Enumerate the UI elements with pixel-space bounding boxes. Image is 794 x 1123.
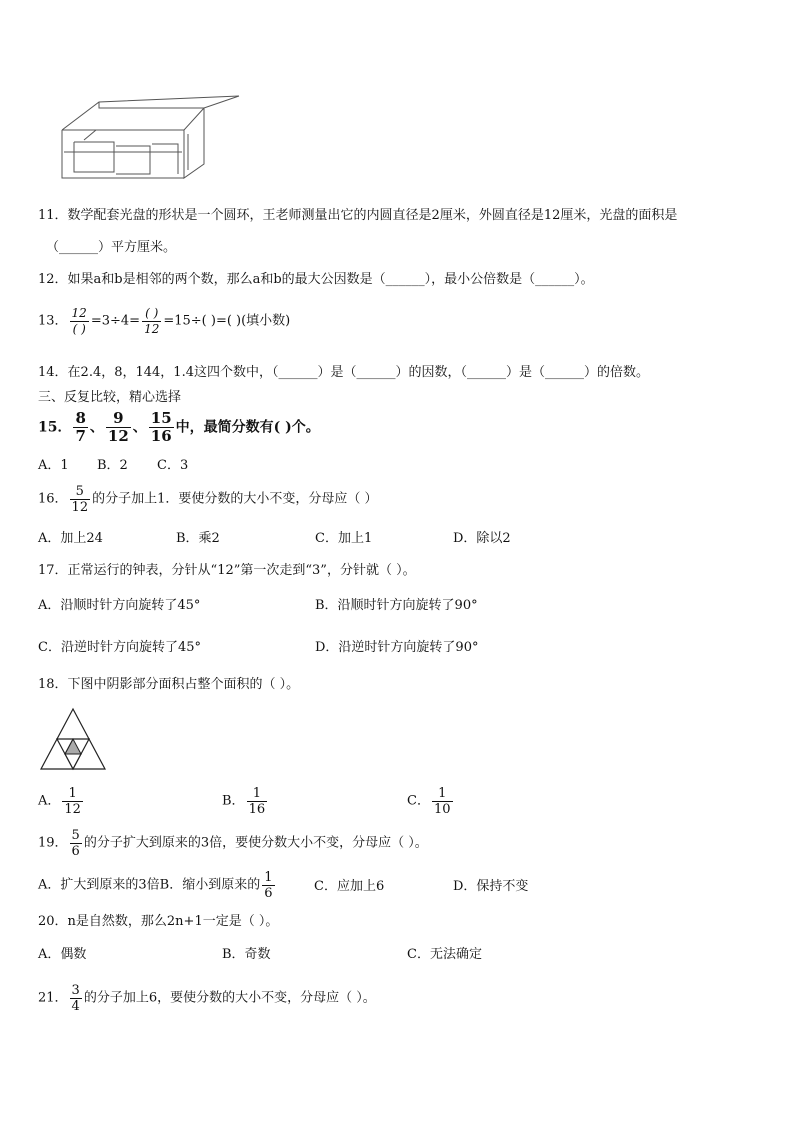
numerator: 12 bbox=[71, 306, 87, 320]
q18-text: 18．下图中阴影部分面积占整个面积的（ ）。 bbox=[38, 677, 300, 692]
q17-option-a[interactable]: A．沿顺时针方向旋转了45° bbox=[38, 598, 201, 613]
denominator: 12 bbox=[64, 802, 81, 817]
numerator: 3 bbox=[71, 983, 80, 998]
q19-tail: 的分子扩大到原来的3倍，要使分数大小不变，分母应（ ）。 bbox=[83, 835, 428, 851]
q14-text: 14．在2.4，8，144，1.4这四个数中，（______）是（______）的因数，（______）是（______）的倍数。 bbox=[38, 365, 649, 380]
denominator: 6 bbox=[71, 844, 80, 859]
q20-option-b[interactable]: B．奇数 bbox=[222, 947, 271, 962]
q18-option-a[interactable] bbox=[38, 786, 85, 817]
q19-option-d[interactable]: D．保持不变 bbox=[453, 879, 529, 894]
q15-option-c[interactable]: C．3 bbox=[157, 458, 189, 473]
q16-tail: 的分子加上1．要使分数的大小不变，分母应（ ） bbox=[92, 491, 378, 507]
nested-triangles-figure bbox=[38, 706, 108, 772]
q19-fraction bbox=[70, 828, 82, 859]
separator: 、 bbox=[132, 419, 147, 436]
numerator: 1 bbox=[62, 786, 83, 802]
q13-fraction-2 bbox=[142, 306, 161, 337]
q21-tail: 的分子加上6，要使分数的大小不变，分母应（ ）。 bbox=[83, 990, 376, 1006]
q15-fraction-3 bbox=[149, 410, 174, 445]
q20-text: 20．n是自然数，那么2n+1一定是（ ）。 bbox=[38, 914, 279, 929]
q16-option-d[interactable]: D．除以2 bbox=[453, 531, 511, 546]
option-fraction bbox=[247, 786, 268, 817]
q17-option-d[interactable]: D．沿逆时针方向旋转了90° bbox=[315, 640, 479, 655]
q17-text: 17．正常运行的钟表，分针从“12”第一次走到“3”，分针就（ ）。 bbox=[38, 563, 416, 578]
q19-option-b-fraction bbox=[262, 870, 274, 901]
denominator: 12 bbox=[71, 500, 89, 515]
numerator: ( ) bbox=[142, 306, 161, 322]
denominator: 7 bbox=[75, 427, 86, 445]
option-fraction bbox=[432, 786, 453, 817]
q17-option-b[interactable]: B．沿顺时针方向旋转了90° bbox=[315, 598, 478, 613]
q21-fraction bbox=[70, 983, 82, 1014]
numerator: 1 bbox=[432, 786, 453, 802]
q13-tail: =15÷( )=( )(填小数) bbox=[163, 313, 291, 329]
numerator: 5 bbox=[70, 484, 91, 500]
q16-number: 16． bbox=[38, 491, 68, 507]
numerator: 15 bbox=[150, 409, 172, 427]
option-label: C． bbox=[407, 793, 430, 809]
q15 bbox=[38, 410, 320, 445]
q21 bbox=[38, 983, 376, 1014]
q15-option-b[interactable]: B．2 bbox=[97, 458, 128, 473]
separator: 、 bbox=[89, 419, 104, 436]
denominator: 6 bbox=[264, 886, 273, 901]
numerator: 1 bbox=[247, 786, 268, 802]
q11-line1: 11．数学配套光盘的形状是一个圆环，王老师测量出它的内圆直径是2厘米，外圆直径是12厘米，光盘的面积是 bbox=[38, 208, 678, 223]
q16-option-c[interactable]: C．加上1 bbox=[315, 531, 373, 546]
q17-option-c[interactable]: C．沿逆时针方向旋转了45° bbox=[38, 640, 201, 655]
q18-option-c[interactable] bbox=[407, 786, 455, 817]
q19-option-a-b[interactable]: A．扩大到原来的3倍B．缩小到原来的 bbox=[38, 877, 261, 893]
q11-line2: （______）平方厘米。 bbox=[46, 240, 177, 255]
denominator: 16 bbox=[248, 802, 266, 817]
q12-text: 12．如果a和b是相邻的两个数，那么a和b的最大公因数是（______），最小公倍数是（______）。 bbox=[38, 272, 594, 287]
option-label: A． bbox=[38, 793, 61, 809]
q13-fraction-1 bbox=[70, 306, 89, 337]
q16-fraction bbox=[70, 484, 91, 515]
q19 bbox=[38, 828, 428, 859]
q15-fraction-1 bbox=[73, 410, 87, 445]
q16 bbox=[38, 484, 378, 515]
numerator: 9 bbox=[106, 410, 131, 428]
denominator: 10 bbox=[433, 802, 451, 817]
q16-option-b[interactable]: B．乘2 bbox=[176, 531, 220, 546]
denominator: 12 bbox=[144, 322, 160, 336]
numerator: 5 bbox=[71, 828, 80, 843]
q13-mid: =3÷4= bbox=[90, 313, 141, 329]
q13-number: 13． bbox=[38, 313, 68, 329]
section-3-title: 三、反复比较，精心选择 bbox=[38, 390, 182, 405]
q15-fraction-2 bbox=[106, 410, 131, 445]
denominator: 4 bbox=[71, 999, 80, 1014]
q15-option-a[interactable]: A．1 bbox=[38, 458, 69, 473]
q18-option-b[interactable] bbox=[222, 786, 269, 817]
q15-number: 15． bbox=[38, 419, 72, 436]
q15-tail: 中，最简分数有( )个。 bbox=[175, 419, 320, 436]
q19-number: 19． bbox=[38, 835, 68, 851]
denominator: 16 bbox=[150, 427, 172, 445]
option-fraction bbox=[62, 786, 83, 817]
denominator: 12 bbox=[107, 427, 129, 445]
q13 bbox=[38, 306, 290, 337]
q20-option-c[interactable]: C．无法确定 bbox=[407, 947, 482, 962]
q19-option-c[interactable]: C．应加上6 bbox=[314, 879, 385, 894]
q21-number: 21． bbox=[38, 990, 68, 1006]
numerator: 1 bbox=[264, 870, 273, 885]
box-sketch-figure bbox=[54, 90, 244, 182]
shaded-triangle bbox=[65, 739, 81, 754]
option-label: B． bbox=[222, 793, 245, 809]
q16-option-a[interactable]: A．加上24 bbox=[38, 531, 103, 546]
numerator: 8 bbox=[75, 409, 86, 427]
q20-option-a[interactable]: A．偶数 bbox=[38, 947, 87, 962]
denominator: ( ) bbox=[72, 322, 86, 336]
q19-options-ab[interactable] bbox=[38, 870, 277, 901]
